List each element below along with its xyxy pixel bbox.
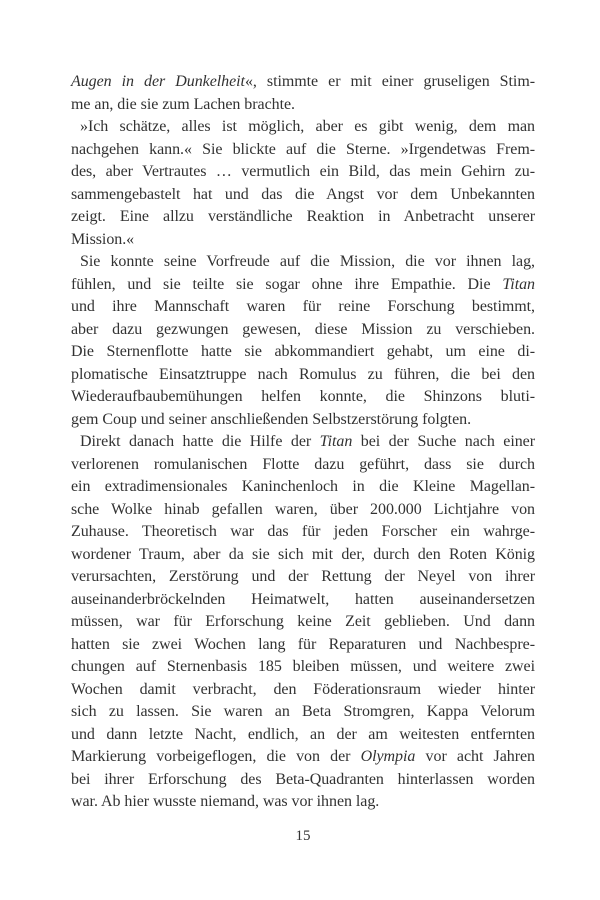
text-run: Wochen damit verbracht, den Föderationsraum wieder hinter: [71, 680, 535, 698]
text-line: [71, 161, 535, 184]
text-line: [71, 409, 535, 432]
text-line: [71, 611, 535, 634]
text-run: war. Ab hier wusste niemand, was vor ihnen lag.: [71, 793, 380, 810]
text-line: [71, 116, 535, 139]
text-line: [71, 499, 535, 522]
text-run: wordener Traum, aber da sie sich mit der, durch den Roten König: [71, 545, 535, 563]
text-line: [71, 679, 535, 702]
text-line: [71, 544, 535, 567]
text-line: [71, 364, 535, 387]
italic-text-run: Titan: [319, 433, 353, 450]
text-run: sich zu lassen. Sie waren an Beta Stromgren, Kappa Velorum: [71, 703, 535, 720]
text-run: zeigt. Eine allzu verständliche Reaktion in Anbetracht unserer: [71, 208, 535, 225]
text-run: und dann letzte Nacht, endlich, an der am weitesten entfernten: [71, 725, 535, 743]
text-run: nachgehen kann.« Sie blickte auf die Sterne. »Irgendetwas Frem-: [71, 140, 535, 158]
text-run: fühlen, und sie teilte sie sogar ohne ihre Empathie. Die: [71, 275, 503, 293]
text-run: verursachten, Zerstörung und der Rettung der Neyel von ihrer: [71, 568, 535, 585]
text-line: [71, 634, 535, 657]
text-run: «, stimmte er mit einer gruseligen Stim-: [244, 73, 535, 90]
text-run: des, aber Vertrautes … vermutlich ein Bild, das mein Gehirn zu-: [71, 163, 535, 180]
text-run: sche Wolke hinab gefallen waren, über 200.000 Lichtjahre von: [71, 500, 535, 518]
text-run: auseinanderbröckelnden Heimatwelt, hatten auseinandersetzen: [71, 590, 535, 608]
italic-text-run: Titan: [502, 275, 535, 293]
text-line: [71, 341, 535, 364]
text-run: me an, die sie zum Lachen brachte.: [71, 95, 295, 113]
text-run: vor acht Jahren: [415, 748, 535, 765]
text-line: [71, 94, 535, 117]
text-line: [71, 476, 535, 499]
text-line: [71, 454, 535, 477]
text-line: [71, 184, 535, 207]
text-run: sammengebastelt hat und das die Angst vor dem Unbekannten: [71, 185, 535, 203]
text-run: plomatische Einsatztruppe nach Romulus zu führen, die bei den: [71, 365, 535, 383]
page-number: 15: [295, 828, 311, 844]
italic-text-run: Olympia: [360, 748, 416, 765]
text-run: Mission.«: [71, 230, 135, 248]
text-run: »Ich schätze, alles ist möglich, aber es gibt wenig, dem man: [80, 118, 535, 135]
text-line: [71, 701, 535, 724]
text-run: Wiederaufbaubemühungen helfen konnte, die Shinzons bluti-: [71, 388, 535, 405]
text-run: und ihre Mannschaft waren für reine Forschung bestimmt,: [71, 298, 535, 315]
text-run: bei ihrer Erforschung des Beta-Quadranten hinterlassen worden: [71, 770, 535, 788]
text-run: bei der Suche nach einer: [352, 433, 535, 450]
text-line: [71, 296, 535, 319]
text-run: gem Coup und seiner anschließenden Selbstzerstörung folgten.: [71, 410, 472, 428]
text-run: Zuhause. Theoretisch war das für jeden Forscher ein wahrge-: [71, 523, 535, 540]
text-line: [71, 566, 535, 589]
text-run: hatten sie zwei Wochen lang für Reparaturen und Nachbespre-: [71, 635, 535, 653]
text-line: [71, 139, 535, 162]
text-run: müssen, war für Erforschung keine Zeit geblieben. Und dann: [71, 613, 535, 630]
italic-text-run: Augen in der Dunkelheit: [71, 73, 245, 90]
text-run: ein extradimensionales Kaninchenloch in die Kleine Magellan-: [71, 478, 535, 495]
text-block: [71, 71, 535, 814]
text-line: [71, 229, 535, 252]
text-run: Die Sternenflotte hatte sie abkommandiert gehabt, um eine di-: [71, 343, 535, 360]
text-run: verlorenen romulanischen Flotte dazu geführt, dass sie durch: [71, 455, 535, 473]
text-line: [71, 521, 535, 544]
text-run: Markierung vorbeigeflogen, die von der: [71, 748, 361, 765]
text-run: chungen auf Sternenbasis 185 bleiben müssen, und weitere zwei: [71, 658, 535, 675]
text-line: [71, 71, 535, 94]
text-line: [71, 386, 535, 409]
text-line: [71, 431, 535, 454]
text-line: [71, 319, 535, 342]
text-run: aber dazu gezwungen gewesen, diese Mission zu verschieben.: [71, 320, 535, 338]
text-line: [71, 206, 535, 229]
text-line: [71, 791, 535, 814]
text-line: [71, 251, 535, 274]
text-line: [71, 769, 535, 792]
text-line: [71, 274, 535, 297]
text-run: Direkt danach hatte die Hilfe der: [80, 433, 320, 450]
text-line: [71, 724, 535, 747]
text-run: Sie konnte seine Vorfreude auf die Mission, die vor ihnen lag,: [80, 253, 535, 270]
text-line: [71, 746, 535, 769]
text-line: [71, 589, 535, 612]
text-line: [71, 656, 535, 679]
